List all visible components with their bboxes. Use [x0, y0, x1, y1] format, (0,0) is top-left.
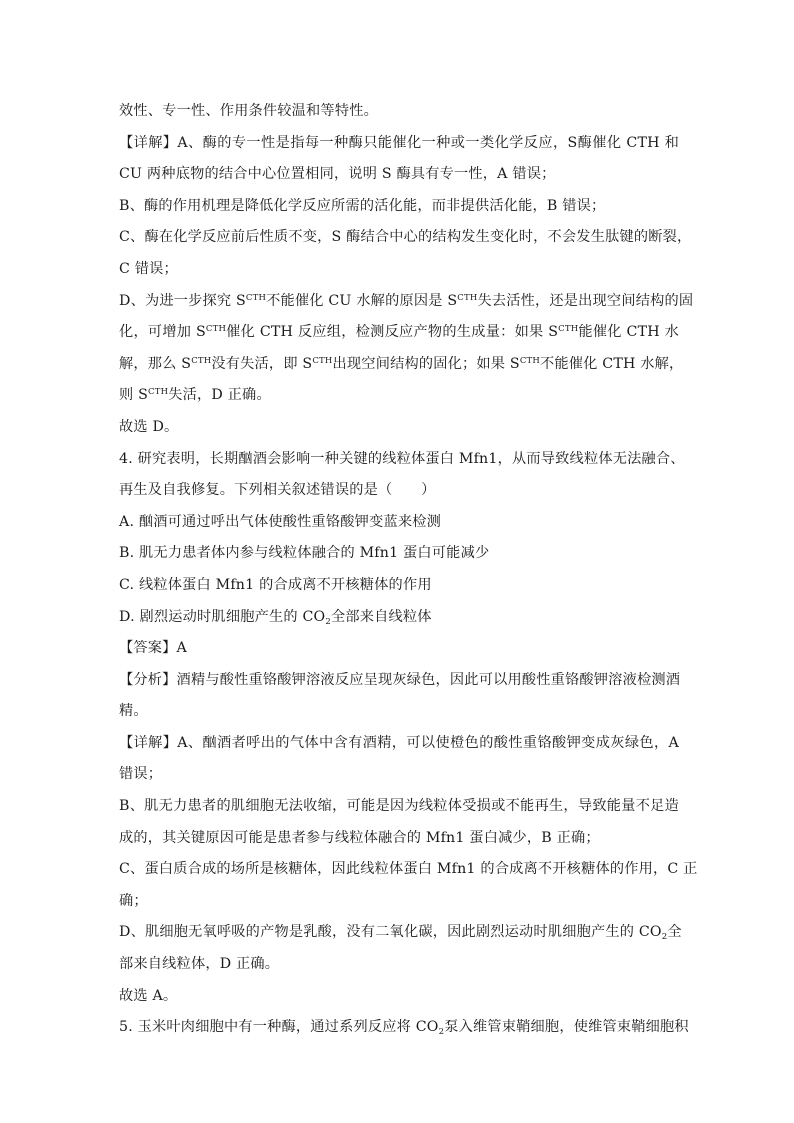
q3-detail-a-line1: 【详解】A、酶的专一性是指每一种酶只能催化一种或一类化学反应，S酶催化 CTH 和 [119, 134, 679, 151]
q3-detail-b: B、酶的作用机理是降低化学反应所需的活化能，而非提供活化能，B 错误； [119, 197, 606, 214]
q3-detail-d-line2: 化，可增加 $S^{CTH}$催化 CTH 反应组，检测反应产物的生成量：如果 $S^{CTH}$能催化 CTH 水 [119, 324, 679, 341]
q3-detail-a-line2: CU 两种底物的结合中心位置相同，说明 S 酶具有专一性，A 错误； [119, 166, 556, 183]
q4-detail-a-line2: 错误； [119, 766, 163, 783]
q3-detail-d-line4: 则 $S^{CTH}$失活，D 正确。 [119, 387, 271, 404]
q3-detail-c-line1: C、酶在化学反应前后性质不变，S 酶结合中心的结构发生变化时，不会发生肽键的断裂， [119, 229, 692, 246]
q4-detail-a-line1: 【详解】A、酗酒者呼出的气体中含有酒精，可以使橙色的酸性重铬酸钾变成灰绿色，A [119, 734, 679, 751]
q4-detail-b-line2: 成的，其关键原因可能是患者参与线粒体融合的 Mfn1 蛋白减少，B 正确； [119, 829, 600, 846]
q4-detail-d-line1: D、肌细胞无氧呼吸的产物是乳酸，没有二氧化碳，因此剧烈运动时肌细胞产生的 $CO_2$全 [119, 924, 682, 943]
q4-detail-c-line1: C、蛋白质合成的场所是核糖体，因此线粒体蛋白 Mfn1 的合成离不开核糖体的作用，C 正 [119, 861, 698, 878]
q4-analysis-line2: 精。 [119, 703, 148, 720]
q3-detail-c-line2: C 错误； [119, 260, 178, 277]
document-page [119, 96, 698, 1044]
q4-answer: 【答案】A [119, 640, 187, 657]
q4-stem-line2: 再生及自我修复。下列相关叙述错误的是（ ） [119, 482, 436, 499]
q4-detail-b-line1: B、肌无力患者的肌细胞无法收缩，可能是因为线粒体受损或不能再生，导致能量不足造 [119, 798, 679, 815]
q4-option-a: A. 酗酒可通过呼出气体使酸性重铬酸钾变蓝来检测 [119, 513, 442, 530]
q4-choice: 故选 A。 [119, 987, 178, 1004]
q4-option-d: D. 剧烈运动时肌细胞产生的 $CO_2$全部来自线粒体 [119, 608, 432, 627]
q3-choice: 故选 D。 [119, 418, 179, 435]
q4-option-c: C. 线粒体蛋白 Mfn1 的合成离不开核糖体的作用 [119, 576, 432, 593]
q4-stem-line1: 4. 研究表明，长期酗酒会影响一种关键的线粒体蛋白 Mfn1，从而导致线粒体无法融合、 [119, 450, 685, 467]
q4-detail-c-line2: 确； [119, 892, 148, 909]
q3-detail-d-line3: 解，那么 $S^{CTH}$没有失活，即 $S^{CTH}$出现空间结构的固化；如果 $S^{CTH}$不能催化 CTH 水解， [119, 355, 684, 372]
q5-stem-line1: 5. 玉米叶肉细胞中有一种酶，通过系列反应将 $CO_2$泵入维管束鞘细胞，使维管束鞘细胞积 [119, 1019, 689, 1038]
q4-option-b: B. 肌无力患者体内参与线粒体融合的 Mfn1 蛋白可能减少 [119, 545, 490, 562]
q3-detail-d-line1: D、为进一步探究 $S^{CTH}$不能催化 CU 水解的原因是 $S^{CTH}$失去活性，还是出现空间结构的固 [119, 292, 694, 309]
q4-detail-d-line2: 部来自线粒体，D 正确。 [119, 956, 280, 973]
q3-analysis-tail: 效性、专一性、作用条件较温和等特性。 [119, 103, 378, 119]
q4-analysis-line1: 【分析】酒精与酸性重铬酸钾溶液反应呈现灰绿色，因此可以用酸性重铬酸钾溶液检测酒 [119, 671, 681, 688]
